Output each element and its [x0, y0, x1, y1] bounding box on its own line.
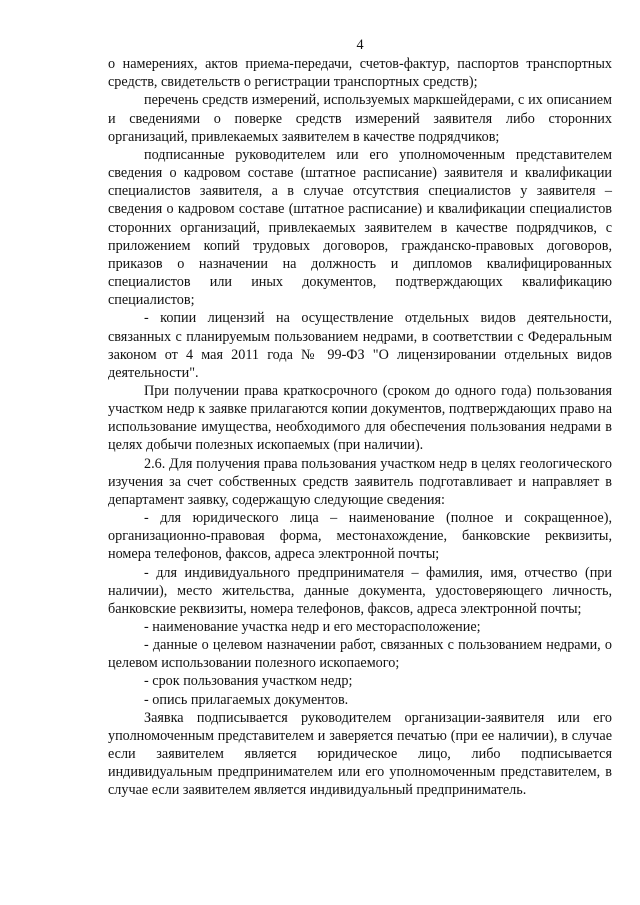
paragraph-staff-information: подписанные руководителем или его уполномоченным представителем сведения о кадровом составе (штатное расписание) заявителя и квалификации специалистов заявителя, а в случае отсутствия специалистов у заявителя – сведения о кадровом составе (штатное расписание) и квалификации специалистов сторонних организаций, привлекаемых заявителем в качестве подрядчиков, с приложением копий трудовых договоров, гражданско-правовых договоров, приказов о назначении на должность и дипломов квалифицированных специалистов или иных документов, подтверждающих квалификацию специалистов; — [108, 146, 612, 309]
list-item-site-name: - наименование участка недр и его месторасположение; — [144, 619, 481, 635]
page-number: 4 — [356, 37, 364, 53]
document-page — [108, 36, 612, 800]
paragraph-license-copies: - копии лицензий на осуществление отдельных видов деятельности, связанных с планируемым пользованием недрами, в соответствии с Федеральным законом от 4 мая 2011 года № 99-ФЗ "О лицензировании отдельных видов деятельности". — [108, 310, 612, 381]
list-item-entrepreneur: - для индивидуального предпринимателя – фамилия, имя, отчество (при наличии), место жительства, данные документа, удостоверяющего личность, банковские реквизиты, номера телефонов, факсов, адреса электронной почты; — [108, 564, 612, 617]
paragraph-short-term-use: При получении права краткосрочного (сроком до одного года) пользования участком недр к заявке прилагаются копии документов, подтверждающих право на использование имущества, необходимого для обеспечения пользования недрами в целях добычи полезных ископаемых (при наличии). — [108, 382, 612, 454]
list-item-document-inventory: - опись прилагаемых документов. — [144, 691, 349, 708]
list-item-legal-entity: - для юридического лица – наименование (полное и сокращенное), организационно-правовая форма, местонахождение, банковские реквизиты, номера телефонов, факсов, адреса электронной почты; — [108, 510, 612, 563]
list-item-work-purpose: - данные о целевом назначении работ, связанных с пользованием недрами, о целевом использовании полезного ископаемого; — [108, 637, 612, 672]
paragraph-measuring-instruments: перечень средств измерений, используемых маркшейдерами, с их описанием и сведениями о поверке средств измерений заявителя либо сторонних организаций, привлекаемых заявителем в качестве подрядчиков; — [108, 92, 612, 145]
paragraph-documents-ownership: о намерениях, актов приема-передачи, счетов-фактур, паспортов транспортных средств, свидетельств о регистрации транспортных средств); — [108, 56, 612, 91]
list-item-usage-term: - срок пользования участком недр; — [144, 673, 353, 690]
paragraph-application-signing: Заявка подписывается руководителем организации-заявителя или его уполномоченным представителем и заверяется печатью (при ее наличии), в случае если заявителем является юридическое лицо, либо подписывается индивидуальным предпринимателем или его уполномоченным представителем, в случае если заявителем является индивидуальный предприниматель. — [108, 709, 612, 799]
paragraph-section-2-6: 2.6. Для получения права пользования участком недр в целях геологического изучения за счет собственных средств заявитель подготавливает и направляет в департамент заявку, содержащую следующие сведения: — [108, 455, 612, 508]
